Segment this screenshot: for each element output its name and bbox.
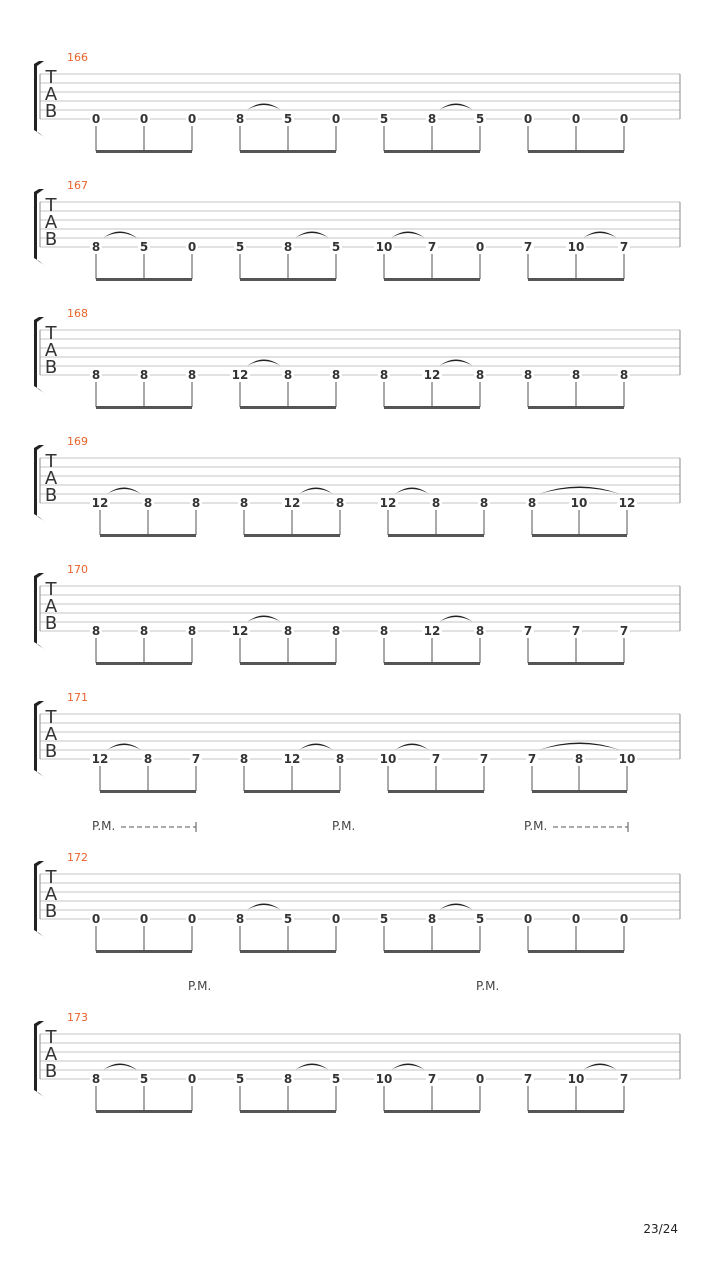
fret-number: 0 — [187, 240, 197, 254]
palm-mute — [332, 819, 355, 833]
tab-clef-letter: T — [45, 707, 57, 728]
beat-group — [238, 488, 346, 538]
fret-number: 12 — [618, 496, 636, 510]
system-bracket — [34, 573, 44, 649]
beat-group — [90, 112, 198, 153]
fret-number: 8 — [283, 368, 293, 382]
beam — [240, 1110, 336, 1113]
beat-group — [522, 912, 630, 953]
tie-arc — [583, 232, 617, 239]
beat-group — [234, 232, 342, 282]
beam — [384, 662, 480, 665]
fret-number: 7 — [427, 1072, 437, 1086]
fret-number: 8 — [335, 752, 345, 766]
tab-system — [34, 307, 680, 409]
beat-group — [90, 488, 202, 538]
fret-number: 0 — [619, 912, 629, 926]
tab-clef-letter: A — [44, 340, 58, 361]
tab-clef-letter: A — [44, 212, 58, 233]
fret-number: 5 — [283, 912, 293, 926]
system-bracket — [34, 1021, 44, 1097]
measure-number: 173 — [67, 1011, 88, 1024]
fret-number: 5 — [379, 112, 389, 126]
fret-number: 0 — [187, 1072, 197, 1086]
fret-number: 8 — [571, 368, 581, 382]
tab-clef-letter: T — [45, 867, 57, 888]
beam — [96, 950, 192, 953]
tab-clef-letter: T — [45, 451, 57, 472]
beam — [528, 950, 624, 953]
fret-number: 8 — [91, 624, 101, 638]
beat-group — [234, 1064, 342, 1114]
beam — [384, 1110, 480, 1113]
beam — [240, 150, 336, 153]
palm-mute — [524, 819, 628, 833]
fret-number: 0 — [571, 112, 581, 126]
fret-number: 8 — [139, 624, 149, 638]
tie-arc — [107, 488, 141, 495]
fret-number: 0 — [331, 112, 341, 126]
beat-group — [522, 1064, 630, 1114]
fret-number: 8 — [235, 912, 245, 926]
fret-number: 12 — [231, 624, 249, 638]
tie-arc — [103, 232, 137, 239]
tie-arc — [583, 1064, 617, 1071]
beam — [388, 534, 484, 537]
fret-number: 8 — [523, 368, 533, 382]
tie-arc — [295, 1064, 329, 1071]
beat-group — [378, 904, 486, 954]
beat-group — [90, 624, 198, 665]
fret-number: 8 — [187, 624, 197, 638]
tie-arc — [439, 904, 473, 911]
beam — [96, 1110, 192, 1113]
fret-number: 5 — [331, 240, 341, 254]
fret-number: 0 — [187, 112, 197, 126]
fret-number: 8 — [331, 624, 341, 638]
fret-number: 12 — [423, 624, 441, 638]
beat-group — [230, 360, 342, 410]
fret-number: 10 — [618, 752, 636, 766]
fret-number: 7 — [479, 752, 489, 766]
beam — [528, 406, 624, 409]
fret-number: 7 — [523, 240, 533, 254]
fret-number: 12 — [379, 496, 397, 510]
fret-number: 8 — [91, 240, 101, 254]
fret-number: 7 — [527, 752, 537, 766]
measure-number: 168 — [67, 307, 88, 320]
tab-clef-letter: T — [45, 195, 57, 216]
fret-number: 8 — [427, 112, 437, 126]
beam — [96, 662, 192, 665]
fret-number: 12 — [283, 752, 301, 766]
tie-arc — [395, 488, 429, 495]
system-bracket — [34, 445, 44, 521]
fret-number: 10 — [567, 240, 585, 254]
fret-number: 0 — [523, 912, 533, 926]
beat-group — [522, 368, 630, 409]
tab-clef-letter: B — [44, 901, 58, 922]
beam — [244, 790, 340, 793]
beam — [388, 790, 484, 793]
fret-number: 5 — [475, 912, 485, 926]
fret-number: 8 — [283, 240, 293, 254]
beat-group — [90, 744, 202, 794]
fret-number: 8 — [191, 496, 201, 510]
fret-number: 8 — [574, 752, 584, 766]
tab-system — [34, 179, 680, 281]
tie-arc — [391, 232, 425, 239]
tab-clef-letter: B — [44, 1061, 58, 1082]
beat-group — [90, 912, 198, 953]
beam — [528, 662, 624, 665]
beam — [244, 534, 340, 537]
beam — [100, 790, 196, 793]
fret-number: 7 — [619, 240, 629, 254]
palm-mute-label: P.M. — [332, 819, 356, 833]
beat-group — [378, 744, 490, 794]
beat-group — [378, 616, 486, 666]
fret-number: 10 — [567, 1072, 585, 1086]
tab-clef-letter: A — [44, 1044, 58, 1065]
tab-clef-letter: B — [44, 357, 58, 378]
fret-number: 5 — [475, 112, 485, 126]
fret-number: 10 — [379, 752, 397, 766]
palm-mute — [92, 819, 196, 833]
tab-clef-letter: B — [44, 101, 58, 122]
fret-number: 8 — [475, 624, 485, 638]
fret-number: 8 — [479, 496, 489, 510]
beam — [240, 406, 336, 409]
tie-arc — [295, 232, 329, 239]
measure-number: 166 — [67, 51, 88, 64]
beat-group — [522, 624, 630, 665]
fret-number: 8 — [91, 1072, 101, 1086]
fret-number: 8 — [239, 496, 249, 510]
fret-number: 0 — [571, 912, 581, 926]
tie-arc — [247, 104, 281, 111]
beat-group — [234, 904, 342, 954]
fret-number: 8 — [143, 752, 153, 766]
tab-clef-letter: T — [45, 579, 57, 600]
fret-number: 5 — [139, 1072, 149, 1086]
tab-system — [34, 51, 680, 153]
tie-arc — [247, 360, 281, 367]
palm-mute — [476, 979, 499, 993]
measure-number: 167 — [67, 179, 88, 192]
fret-number: 5 — [283, 112, 293, 126]
beam — [240, 662, 336, 665]
tie-arc — [539, 487, 620, 495]
tab-clef-letter: B — [44, 229, 58, 250]
fret-number: 8 — [431, 496, 441, 510]
beam — [96, 406, 192, 409]
tab-clef-letter: T — [45, 1027, 57, 1048]
fret-number: 8 — [143, 496, 153, 510]
fret-number: 8 — [379, 368, 389, 382]
tab-clef-letter: B — [44, 741, 58, 762]
fret-number: 0 — [187, 912, 197, 926]
fret-number: 0 — [475, 1072, 485, 1086]
tab-clef-letter: A — [44, 84, 58, 105]
tab-system — [34, 979, 680, 1113]
tie-arc — [299, 744, 333, 751]
system-bracket — [34, 861, 44, 937]
tab-clef-letter: T — [45, 67, 57, 88]
fret-number: 7 — [523, 1072, 533, 1086]
fret-number: 8 — [283, 624, 293, 638]
tab-clef-letter: A — [44, 724, 58, 745]
fret-number: 7 — [619, 1072, 629, 1086]
tie-arc — [391, 1064, 425, 1071]
fret-number: 0 — [619, 112, 629, 126]
fret-number: 8 — [187, 368, 197, 382]
fret-number: 5 — [235, 1072, 245, 1086]
beam — [532, 534, 627, 537]
tie-arc — [439, 616, 473, 623]
beam — [528, 1110, 624, 1113]
fret-number: 8 — [335, 496, 345, 510]
beat-group — [378, 360, 486, 410]
beat-group — [90, 232, 198, 282]
beat-group — [90, 368, 198, 409]
tie-arc — [247, 904, 281, 911]
fret-number: 0 — [91, 112, 101, 126]
fret-number: 8 — [379, 624, 389, 638]
tab-clef-letter: A — [44, 468, 58, 489]
palm-mute-label: P.M. — [92, 819, 116, 833]
measure-number: 169 — [67, 435, 88, 448]
beat-group — [238, 744, 346, 794]
tie-arc — [103, 1064, 137, 1071]
beam — [384, 406, 480, 409]
tie-arc — [439, 104, 473, 111]
fret-number: 7 — [571, 624, 581, 638]
tab-clef-letter: T — [45, 323, 57, 344]
beam — [528, 150, 624, 153]
beat-group — [90, 1064, 198, 1114]
fret-number: 0 — [91, 912, 101, 926]
fret-number: 8 — [619, 368, 629, 382]
system-bracket — [34, 317, 44, 393]
fret-number: 8 — [331, 368, 341, 382]
fret-number: 7 — [427, 240, 437, 254]
tab-clef-letter: B — [44, 485, 58, 506]
beam — [96, 278, 192, 281]
fret-number: 12 — [231, 368, 249, 382]
fret-number: 7 — [191, 752, 201, 766]
tie-arc — [299, 488, 333, 495]
fret-number: 0 — [523, 112, 533, 126]
system-bracket — [34, 701, 44, 777]
fret-number: 8 — [139, 368, 149, 382]
beat-group — [522, 232, 630, 282]
fret-number: 8 — [527, 496, 537, 510]
beam — [384, 950, 480, 953]
fret-number: 12 — [423, 368, 441, 382]
fret-number: 7 — [619, 624, 629, 638]
beam — [384, 278, 480, 281]
palm-mute-label: P.M. — [476, 979, 500, 993]
fret-number: 10 — [375, 240, 393, 254]
tab-system — [34, 435, 680, 537]
fret-number: 8 — [427, 912, 437, 926]
page-number: 23/24 — [643, 1222, 678, 1236]
fret-number: 0 — [475, 240, 485, 254]
tie-arc — [539, 743, 620, 751]
tie-arc — [395, 744, 429, 751]
tie-arc — [439, 360, 473, 367]
palm-mute-label: P.M. — [188, 979, 212, 993]
tab-clef-letter: A — [44, 596, 58, 617]
fret-number: 5 — [379, 912, 389, 926]
beam — [240, 950, 336, 953]
beat-group — [234, 104, 342, 154]
system-bracket — [34, 189, 44, 265]
tab-system — [34, 691, 680, 793]
beam — [532, 790, 627, 793]
fret-number: 7 — [431, 752, 441, 766]
tab-system — [34, 563, 680, 665]
fret-number: 8 — [283, 1072, 293, 1086]
fret-number: 0 — [139, 112, 149, 126]
fret-number: 12 — [91, 496, 109, 510]
measure-number: 171 — [67, 691, 88, 704]
tie-arc — [247, 616, 281, 623]
fret-number: 10 — [570, 496, 588, 510]
fret-number: 10 — [375, 1072, 393, 1086]
fret-number: 5 — [235, 240, 245, 254]
measure-number: 170 — [67, 563, 88, 576]
beat-group — [230, 616, 342, 666]
fret-number: 12 — [283, 496, 301, 510]
beat-group — [378, 488, 490, 538]
tab-system — [34, 819, 680, 953]
tab-clef-letter: B — [44, 613, 58, 634]
beam — [384, 150, 480, 153]
fret-number: 8 — [475, 368, 485, 382]
beam — [240, 278, 336, 281]
fret-number: 8 — [239, 752, 249, 766]
tie-arc — [107, 744, 141, 751]
system-bracket — [34, 61, 44, 137]
beat-group — [374, 232, 486, 282]
fret-number: 8 — [91, 368, 101, 382]
tab-clef-letter: A — [44, 884, 58, 905]
beat-group — [378, 104, 486, 154]
fret-number: 8 — [235, 112, 245, 126]
fret-number: 0 — [139, 912, 149, 926]
palm-mute — [188, 979, 211, 993]
fret-number: 5 — [331, 1072, 341, 1086]
beat-group — [522, 112, 630, 153]
fret-number: 5 — [139, 240, 149, 254]
beam — [528, 278, 624, 281]
beam — [100, 534, 196, 537]
beat-group — [374, 1064, 486, 1114]
fret-number: 12 — [91, 752, 109, 766]
fret-number: 0 — [331, 912, 341, 926]
beam — [96, 150, 192, 153]
palm-mute-label: P.M. — [524, 819, 548, 833]
measure-number: 172 — [67, 851, 88, 864]
fret-number: 7 — [523, 624, 533, 638]
